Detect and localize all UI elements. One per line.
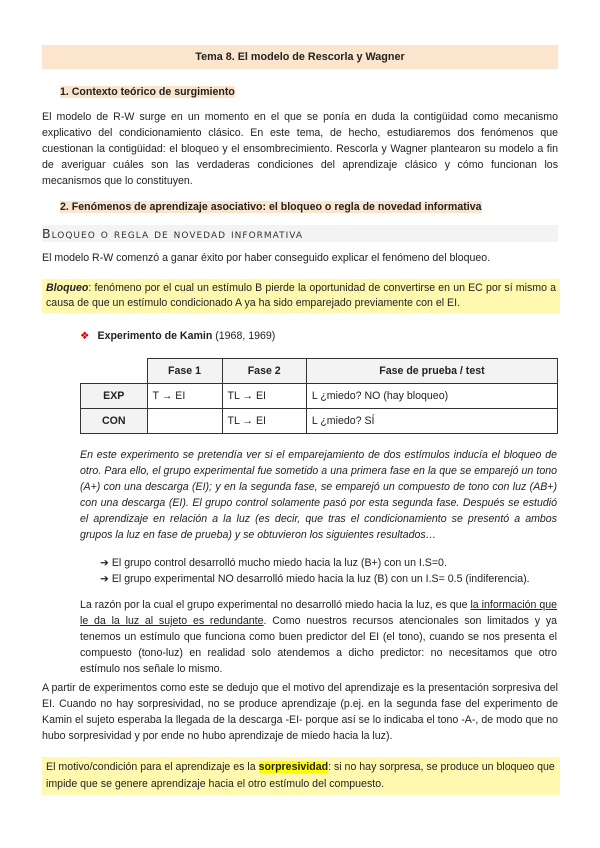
- table-row: [81, 409, 558, 434]
- table-row-label: EXP: [81, 384, 148, 409]
- definition-box: [42, 279, 560, 313]
- reason-text: La razón por la cual el grupo experimental no desarrolló miedo hacia la luz, es que: [80, 599, 471, 611]
- experiment-description: En este experimento se pretendía ver si el emparejamiento de dos estímulos inducía el bloqueo de otro. Para ello, el grupo experimental fue sometido a una primera fase en la que se emparejó un tono (A+) con una descarga (EI); y en la segunda fase, se emparejó un compuesto de tono con luz (AB+) con una descarga (EI). El grupo control solamente pasó por esta segunda fase. Después se estudió el aprendizaje en relación a la luz (es decir, que tras el condicionamiento se presentó a ambos grupos la luz en fase de prueba) y se obtuvieron los siguientes resultados…: [80, 449, 557, 541]
- section-1-heading: [60, 86, 235, 98]
- experiment-years: (1968, 1969): [212, 330, 276, 342]
- table-cell: TL → EI: [222, 409, 306, 434]
- table-header-row: [81, 359, 558, 384]
- definition-term: Bloqueo: [46, 282, 89, 294]
- result-item: [100, 555, 530, 571]
- result-text: El grupo experimental NO desarrolló miedo hacia la luz (B) con un I.S= 0.5 (indiferencia).: [111, 573, 530, 585]
- document-title: Tema 8. El modelo de Rescorla y Wagner: [42, 45, 558, 69]
- reason-paragraph: [80, 597, 557, 677]
- table-header: Fase 2: [222, 359, 306, 384]
- section-2-heading: [60, 201, 482, 213]
- table-cell: TL → EI: [222, 384, 306, 409]
- table-header: Fase de prueba / test: [306, 359, 557, 384]
- table-cell: L ¿miedo? SÍ: [306, 409, 557, 434]
- result-item: [100, 571, 530, 587]
- summary-highlight: sorpresividad: [258, 761, 329, 773]
- table-cell: T → EI: [147, 384, 222, 409]
- table-corner: [81, 359, 148, 384]
- summary-text-after: : si no hay sorpresa, se produce un bloqueo que impide que se genere aprendizaje hacia el otro estímulo del compuesto.: [46, 761, 555, 790]
- table-cell: [147, 409, 222, 434]
- reason-underlined: la información que le da la luz al sujeto es redundante: [80, 599, 558, 627]
- intro-paragraph: El modelo R-W comenzó a ganar éxito por haber conseguido explicar el fenómeno del bloqueo.: [42, 252, 491, 264]
- experiment-heading: [80, 330, 275, 342]
- experiment-title: Experimento de Kamin: [97, 330, 213, 342]
- arrow-bullet-icon: ➔: [100, 573, 112, 585]
- table-row: [81, 384, 558, 409]
- diamond-bullet-icon: ❖: [80, 330, 90, 342]
- summary-text: El motivo/condición para el aprendizaje es la: [46, 761, 259, 773]
- result-text: El grupo control desarrolló mucho miedo hacia la luz (B+) con un I.S=0.: [111, 557, 447, 569]
- summary-box: [42, 757, 560, 795]
- definition-text: : fenómeno por el cual un estímulo B pierde la oportunidad de convertirse en un EC por sí mismo a causa de que un estímulo condicionado A ya ha sido emparejado previamente con el EI.: [46, 282, 556, 309]
- table-header: Fase 1: [147, 359, 222, 384]
- section-1-paragraph: El modelo de R-W surge en un momento en el que se ponía en duda la contigüidad como mecanismo explicativo del condicionamiento clásico. En este tema, de hecho, estudiaremos dos fenómenos que cuestionan la contigüidad: el bloqueo y el ensombrecimiento. Rescorla y Wagner plantearon su modelo a fin de averiguar cuáles son las verdaderas condiciones del aprendizaje clásico y cómo funcionan los mecanismos que lo constituyen.: [42, 111, 558, 187]
- conclusion-paragraph: A partir de experimentos como este se dedujo que el motivo del aprendizaje es la presentación sorpresiva del EI. Cuando no hay sorpresividad, no se produce aprendizaje (p.ej. en la segunda fase del experimento de Kamin el sujeto esperaba la llegada de la descarga -EI- porque así se lo indicaba el tono -A-, de modo que no hubo sorpresividad y por ende no hubo aprendizaje de miedo hacia la luz).: [42, 682, 558, 742]
- kamin-table: [80, 358, 558, 434]
- section-1-heading-text: 1. Contexto teórico de surgimiento: [60, 86, 235, 98]
- results-list: [100, 555, 530, 587]
- section-2-heading-text: 2. Fenómenos de aprendizaje asociativo: el bloqueo o regla de novedad informativa: [60, 201, 482, 213]
- arrow-bullet-icon: ➔: [100, 557, 112, 569]
- subheading-bloqueo: Bloqueo o regla de novedad informativa: [42, 225, 558, 242]
- reason-text-after: . Como nuestros recursos atencionales son limitados y ya tenemos un estímulo que funciona como buen predictor del EI (el tono), cuando se nos presenta el compuesto (tono-luz) en realidad solo atendemos a dicho predictor: no necesitamos que otro estímulo nos señale lo mismo.: [80, 615, 558, 675]
- table-row-label: CON: [81, 409, 148, 434]
- table-cell: L ¿miedo? NO (hay bloqueo): [306, 384, 557, 409]
